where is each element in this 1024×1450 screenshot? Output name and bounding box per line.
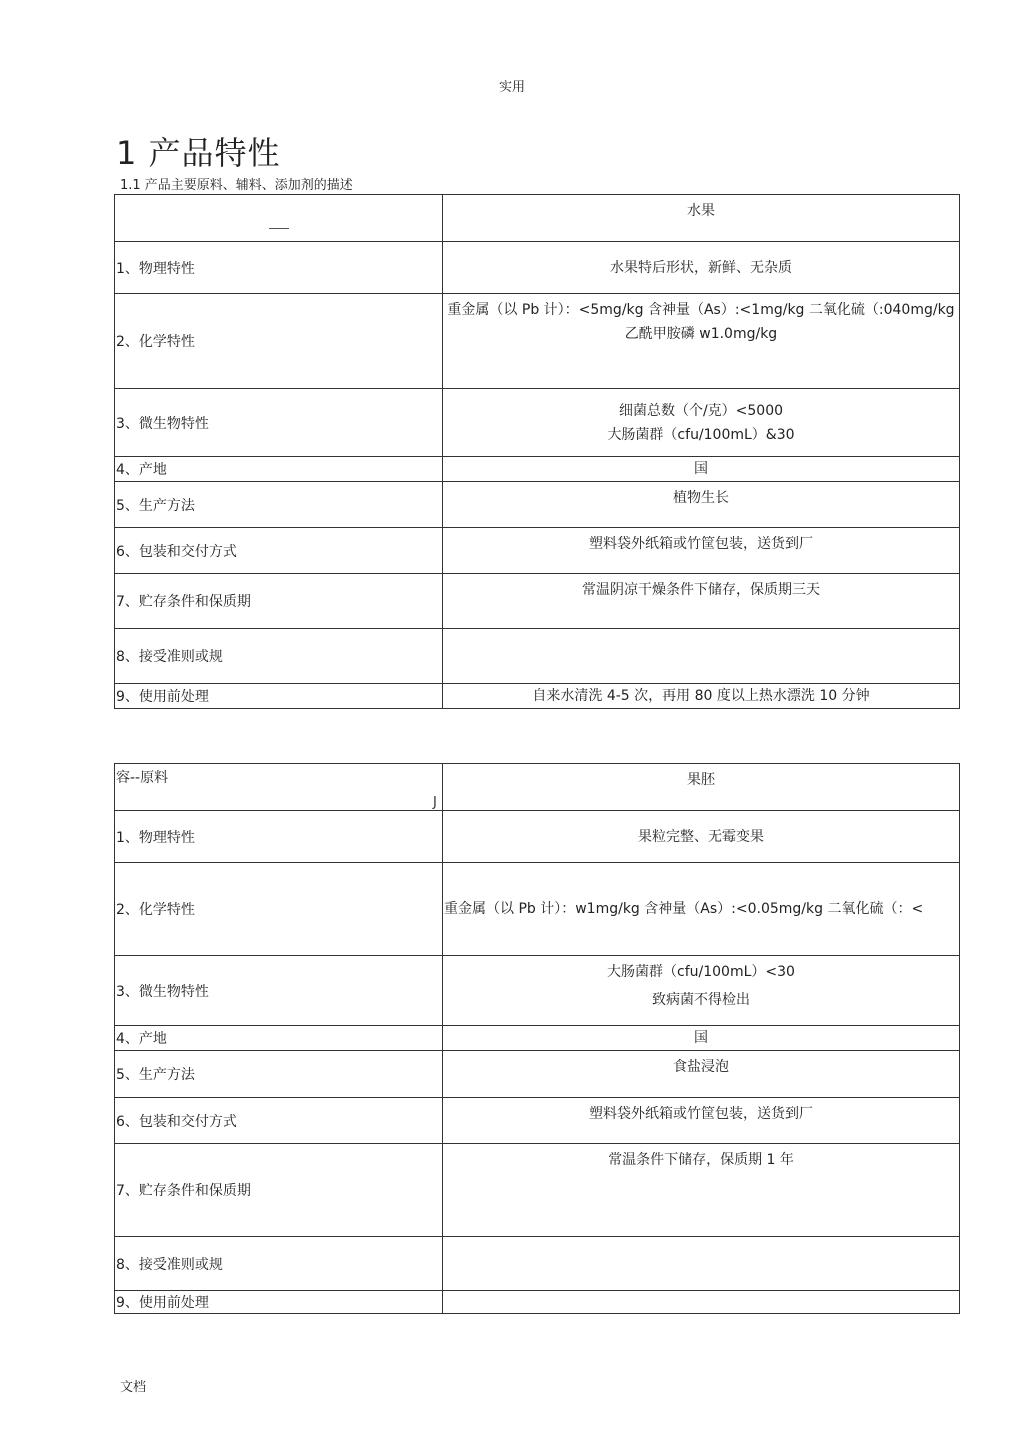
row-label: 7、贮存条件和保质期 xyxy=(115,574,443,629)
header-label-cell xyxy=(115,195,443,242)
row-value: 塑料袋外纸箱或竹筐包装，送货到厂 xyxy=(443,528,960,574)
row-value xyxy=(443,1237,960,1291)
value-line: 大肠菌群（cfu/100mL）<30 xyxy=(607,964,795,980)
row-label: 2、化学特性 xyxy=(115,863,443,956)
table-row xyxy=(115,574,960,629)
row-label: 1、物理特性 xyxy=(115,811,443,863)
page-footer: 文档 xyxy=(120,1380,147,1395)
row-value: 常温阴凉干燥条件下储存，保质期三天 xyxy=(443,574,960,629)
table-row xyxy=(115,294,960,389)
section-subtitle: 1.1 产品主要原料、辅料、添加剂的描述 xyxy=(120,178,353,193)
table-header-row xyxy=(115,195,960,242)
row-value xyxy=(443,389,960,457)
table-row xyxy=(115,528,960,574)
spec-table-fruit xyxy=(114,194,960,709)
row-value xyxy=(443,1291,960,1314)
row-label: 6、包装和交付方式 xyxy=(115,528,443,574)
table-row xyxy=(115,1098,960,1144)
table-row xyxy=(115,1144,960,1237)
header-value-cell: 果胚 xyxy=(443,764,960,811)
table-header-row xyxy=(115,764,960,811)
placeholder-dash xyxy=(269,228,289,229)
value-line: 大肠菌群（cfu/100mL）&30 xyxy=(607,426,795,443)
row-value: 食盐浸泡 xyxy=(443,1051,960,1098)
row-value xyxy=(443,956,960,1026)
row-label: 9、使用前处理 xyxy=(115,1291,443,1314)
value-line: 乙酰甲胺磷 w1.0mg/kg xyxy=(624,326,778,342)
row-label: 3、微生物特性 xyxy=(115,389,443,457)
stray-mark: J xyxy=(433,795,437,810)
value-line: 细菌总数（个/克）<5000 xyxy=(618,402,784,419)
table-row xyxy=(115,457,960,482)
page-title: 1 产品特性 xyxy=(116,134,281,172)
table-row xyxy=(115,1051,960,1098)
row-label: 4、产地 xyxy=(115,457,443,482)
table-row xyxy=(115,389,960,457)
table-row xyxy=(115,684,960,709)
row-label: 5、生产方法 xyxy=(115,482,443,528)
row-label: 7、贮存条件和保质期 xyxy=(115,1144,443,1237)
table-row xyxy=(115,482,960,528)
row-value: 常温条件下储存，保质期 1 年 xyxy=(443,1144,960,1237)
row-label: 9、使用前处理 xyxy=(115,684,443,709)
row-value xyxy=(443,629,960,684)
row-value: 果粒完整、无霉变果 xyxy=(443,811,960,863)
spec-table-preserved-fruit xyxy=(114,763,960,1314)
table-row xyxy=(115,1026,960,1051)
row-label: 4、产地 xyxy=(115,1026,443,1051)
row-label: 8、接受准则或规 xyxy=(115,629,443,684)
table-row xyxy=(115,863,960,956)
header-label-cell: 容--原料 xyxy=(115,764,443,811)
row-value: 植物生长 xyxy=(443,482,960,528)
table-row xyxy=(115,811,960,863)
row-label: 5、生产方法 xyxy=(115,1051,443,1098)
row-value: 自来水清洗 4-5 次，再用 80 度以上热水漂洗 10 分钟 xyxy=(443,684,960,709)
page-header: 实用 xyxy=(498,80,525,95)
table-row xyxy=(115,956,960,1026)
row-value: 国 xyxy=(443,457,960,482)
table-row xyxy=(115,1291,960,1314)
row-value: 国 xyxy=(443,1026,960,1051)
value-line: 致病菌不得检出 xyxy=(652,992,750,1008)
row-value: 塑料袋外纸箱或竹筐包装，送货到厂 xyxy=(443,1098,960,1144)
table-row xyxy=(115,242,960,294)
row-value: 水果特后形状，新鲜、无杂质 xyxy=(443,242,960,294)
row-label: 2、化学特性 xyxy=(115,294,443,389)
row-value: 重金属（以 Pb 计）：w1mg/kg 含神量（As）:<0.05mg/kg 二氧化硫（：< xyxy=(443,863,960,956)
table-row xyxy=(115,1237,960,1291)
header-value-cell: 水果 xyxy=(443,195,960,242)
table-row xyxy=(115,629,960,684)
row-value xyxy=(443,294,960,389)
row-label: 3、微生物特性 xyxy=(115,956,443,1026)
row-label: 1、物理特性 xyxy=(115,242,443,294)
value-line: 重金属（以 Pb 计）：<5mg/kg 含神量（As）:<1mg/kg 二氧化硫（:040mg/kg xyxy=(447,302,955,318)
row-label: 8、接受准则或规 xyxy=(115,1237,443,1291)
row-label: 6、包装和交付方式 xyxy=(115,1098,443,1144)
